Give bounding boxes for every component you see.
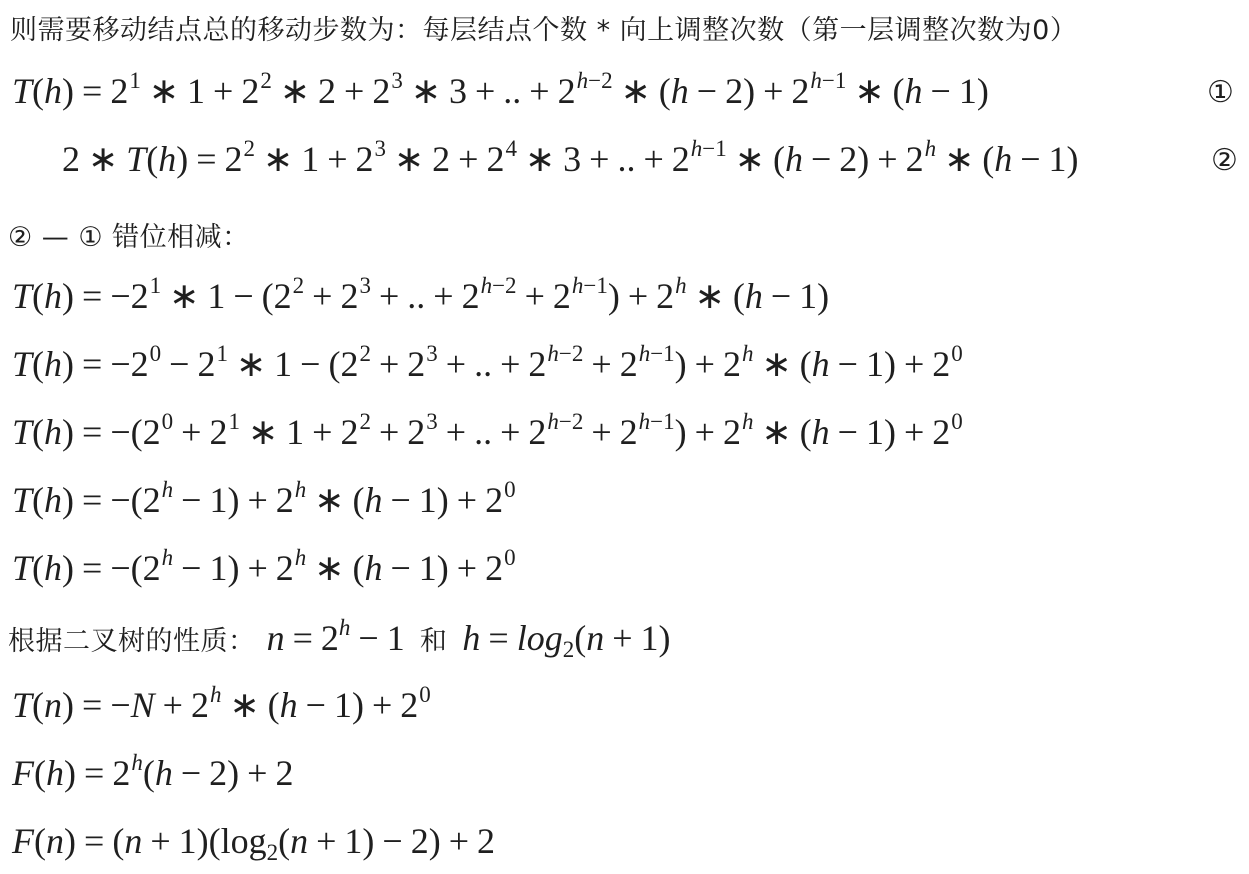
property-and: 和 <box>419 626 448 657</box>
equation-8: $T(n) = -N + 2^h$ ∗ $(h - 1) + 2^0$ <box>12 682 431 725</box>
equation-2-tag: ② <box>1211 143 1238 178</box>
equation-9: $F(h) = 2^h(h - 2) + 2$ <box>12 750 294 793</box>
property-line <box>8 615 671 662</box>
equation-3: $T(h) = -2^1$ ∗ $1 - (2^2 + 2^3$ + .. + $2^{h-2} + 2^{h-1}) + 2^h$ ∗ (h − 1) <box>12 273 830 316</box>
property-n-formula: $n = 2^h - 1$ <box>266 615 405 658</box>
intro-text: 则需要移动结点总的移动步数为：每层结点个数 * 向上调整次数（第一层调整次数为0） <box>10 15 1078 46</box>
equation-10: $F(n) = (n + 1)(\log_2(n + 1) - 2) + 2$ <box>12 821 496 865</box>
subtract-text: ② — ① 错位相减： <box>8 222 250 253</box>
equation-4: $T(h) = -2^0 - 2^1$ ∗ $1 - (2^2 + 2^3$ + .. + $2^{h-2} + 2^{h-1}) + 2^h$ ∗ $(h - 1) + 2^0$ <box>12 341 963 384</box>
property-h-formula: $h = \log_2(n + 1)$ <box>462 618 671 662</box>
equation-6: $T(h) = -(2^h - 1) + 2^h$ ∗ $(h - 1) + 2^0$ <box>12 477 516 520</box>
equation-2: 2 ∗ $T(h) = 2^2$ ∗ $1 + 2^3$ ∗ $2 + 2^4$ ∗ 3 + .. + $2^{h-1}$ ∗ $(h - 2) + 2^h$ ∗ (h − 1) <box>62 136 1079 179</box>
property-text: 根据二叉树的性质： <box>8 626 256 657</box>
equation-7: $T(h) = -(2^h - 1) + 2^h$ ∗ $(h - 1) + 2^0$ <box>12 545 516 588</box>
equation-5: $T(h) = -(2^0 + 2^1$ ∗ $1 + 2^2 + 2^3$ + .. + $2^{h-2} + 2^{h-1}) + 2^h$ ∗ $(h - 1) + 2^0$ <box>12 409 963 452</box>
equation-1: $T(h) = 2^1$ ∗ $1 + 2^2$ ∗ $2 + 2^3$ ∗ 3 + .. + $2^{h-2}$ ∗ $(h - 2) + 2^{h-1}$ ∗ (h − 1) <box>12 68 989 111</box>
equation-1-tag: ① <box>1207 75 1234 110</box>
